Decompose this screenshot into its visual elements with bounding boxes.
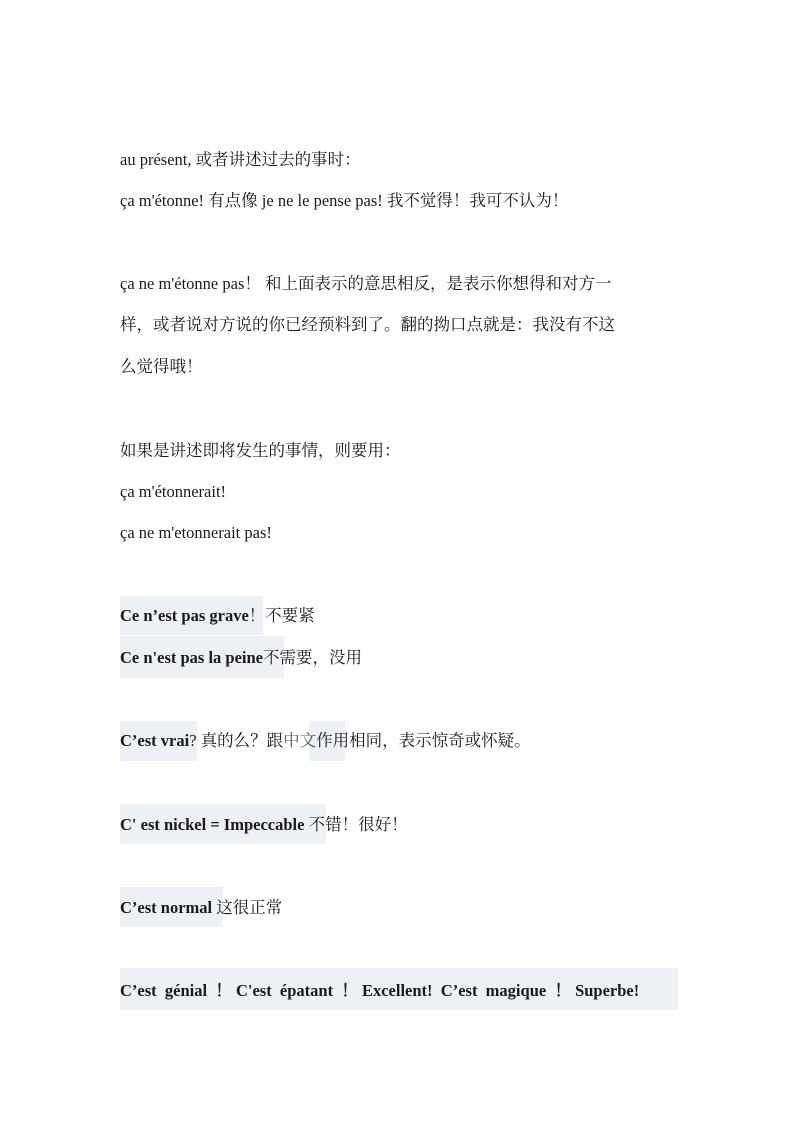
phrase-genial-fr: C’est génial ！ C'est épatant ！ Excellent! C’est magique ！ Superbe!	[120, 981, 640, 1000]
text-ne-etonnerait: ça ne m'etonnerait pas!	[120, 523, 272, 542]
phrase-peine	[120, 648, 362, 668]
phrase-vrai-zh-1: ? 真的么？跟	[189, 731, 284, 750]
phrase-normal-zh: 这很正常	[212, 898, 283, 917]
phrase-peine-fr: Ce n'est pas la peine	[120, 648, 264, 667]
phrase-grave-zh: ！不要紧	[248, 606, 315, 625]
phrase-vrai-zh-2: 中文	[283, 731, 317, 750]
paragraph-ne-metonne-3	[120, 357, 203, 377]
phrase-nickel-fr: C' est nickel = Impeccable	[120, 815, 305, 834]
text-ne-metonne-1: ça ne m'étonne pas！ 和上面表示的意思相反，是表示你想得和对方一	[120, 274, 612, 293]
text-metonne: ça m'étonne! 有点像 je ne le pense pas! 我不觉得！我可不认为！	[120, 191, 569, 210]
phrase-normal	[120, 898, 282, 918]
phrase-normal-fr: C’est normal	[120, 898, 213, 917]
paragraph-etonnerait	[120, 482, 226, 502]
phrase-genial	[120, 981, 639, 1001]
paragraph-ne-etonnerait	[120, 523, 272, 543]
phrase-grave-fr: Ce n’est pas grave	[120, 606, 249, 625]
phrase-nickel-zh: 不错！很好！	[304, 815, 408, 834]
text-present: au présent, 或者讲述过去的事时：	[120, 150, 361, 169]
text-ne-metonne-3: 么觉得哦！	[120, 357, 203, 376]
text-future: 如果是讲述即将发生的事情，则要用：	[120, 441, 401, 460]
paragraph-metonne	[120, 191, 568, 211]
text-etonnerait: ça m'étonnerait!	[120, 482, 227, 501]
phrase-peine-zh: 不需要，没用	[263, 648, 363, 667]
paragraph-present	[120, 150, 361, 170]
paragraph-ne-metonne-1	[120, 274, 612, 294]
paragraph-ne-metonne-2	[120, 315, 615, 335]
phrase-vrai-fr: C’est vrai	[120, 731, 190, 750]
phrase-grave	[120, 606, 315, 626]
phrase-vrai	[120, 731, 531, 751]
phrase-vrai-zh-3: 作用相同，表示惊奇或怀疑。	[316, 731, 531, 750]
paragraph-future	[120, 441, 401, 461]
phrase-nickel	[120, 815, 408, 835]
text-ne-metonne-2: 样，或者说对方说的你已经预料到了。翻的拗口点就是：我没有不这	[120, 315, 615, 334]
